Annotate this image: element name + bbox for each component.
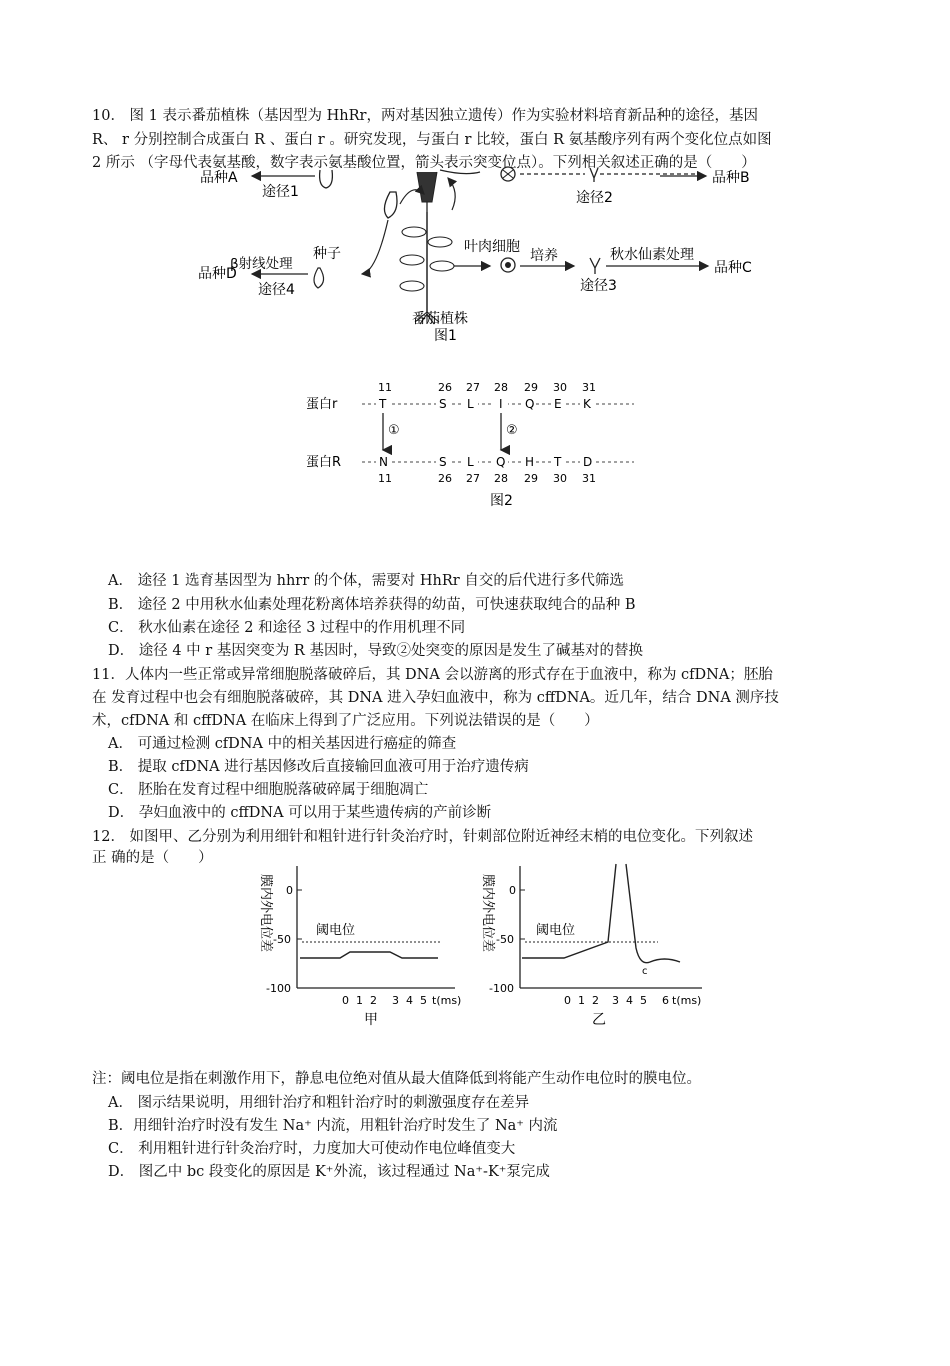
bottom-num: 30 [553, 472, 567, 485]
bottom-num: 27 [466, 472, 480, 485]
ytick: -50 [273, 933, 291, 946]
ylabel-jia: 膜内外电位差 [258, 874, 273, 953]
xtick: 5 [640, 994, 647, 1007]
leaf [428, 237, 452, 247]
ytick: -100 [266, 982, 291, 995]
q11-stem-line-1: 11．人体内一些正常或异常细胞脱落破碎后，其 DNA 会以游离的形式存在于血液中，称为 cfDNA；胚胎 [92, 667, 773, 683]
protein-r-label: 蛋白r [306, 397, 338, 412]
top-num: 29 [524, 381, 538, 394]
figure-1-breeding-pathways [190, 162, 790, 342]
top-position-numbers [378, 381, 596, 394]
R-aa: H [525, 455, 535, 469]
breed-b-label: 品种B [712, 170, 750, 186]
figure-2-caption: 图2 [490, 493, 513, 509]
seed-pod-icon [320, 170, 333, 188]
bud-icon [384, 192, 397, 218]
seedling-icon [590, 258, 600, 274]
q10-option-a: A． 途径 1 选育基因型为 hhrr 的个体，需要对 HhRr 自交的后代进行多代筛选 [108, 573, 624, 589]
r-aa: S [439, 397, 447, 411]
r-aa: L [467, 397, 474, 411]
q12-option-d: D． 图乙中 bc 段变化的原因是 K⁺外流，该过程通过 Na⁺-K⁺泵完成 [108, 1164, 550, 1180]
protein-R-label: 蛋白R [306, 455, 342, 470]
leaf [402, 227, 426, 237]
xtick: 0 [564, 994, 571, 1007]
graph-yi [480, 864, 702, 1028]
seedling-icon-top [590, 168, 598, 182]
q11-option-d: D． 孕妇血液中的 cffDNA 可以用于某些遗传病的产前诊断 [108, 805, 492, 821]
q11-stem-line-2: 在 发育过程中也会有细胞脱落破碎，其 DNA 进入孕妇血液中，称为 cffDNA。近几年，结合 DNA 测序技 [92, 690, 779, 706]
xticks-jia [342, 994, 461, 1007]
xtick: 0 [342, 994, 349, 1007]
bottom-num: 31 [582, 472, 596, 485]
breed-d-label: 品种D [198, 266, 237, 282]
bottom-num: 26 [438, 472, 452, 485]
xtick: 2 [592, 994, 599, 1007]
xtick: 3 [612, 994, 619, 1007]
top-num: 27 [466, 381, 480, 394]
path4-label: 途径4 [258, 282, 295, 298]
xtick: 2 [370, 994, 377, 1007]
beta-label: β射线处理 [230, 256, 293, 272]
R-aa: S [439, 455, 447, 469]
R-aa: Q [496, 455, 506, 469]
R-aa: D [583, 455, 593, 469]
q10-stem-line-2: R、 r 分别控制合成蛋白 R 、蛋白 r 。研究发现，与蛋白 r 比较，蛋白 R 氨基酸序列有两个变化位点如图 [92, 132, 772, 148]
threshold-label-yi: 阈电位 [536, 923, 576, 938]
xunit-jia: t(ms) [432, 994, 462, 1007]
q10-option-c: C． 秋水仙素在途径 2 和途径 3 过程中的作用机理不同 [108, 620, 466, 636]
q12-stem-line-2: 正 确的是（ ） [92, 850, 213, 866]
q12-note: 注：阈电位是指在刺激作用下，静息电位绝对值从最大值降低到将能产生动作电位时的膜电位。 [92, 1071, 701, 1087]
bottom-position-numbers [378, 472, 596, 485]
q11-option-b: B． 提取 cfDNA 进行基因修改后直接输回血液可用于治疗遗传病 [108, 759, 529, 775]
bottom-num: 28 [494, 472, 508, 485]
ylabel-yi: 膜内外电位差 [480, 874, 495, 953]
xunit-yi: t(ms) [672, 994, 702, 1007]
seed-label: 种子 [313, 246, 341, 262]
xtick: 4 [406, 994, 413, 1007]
xtick: 1 [356, 994, 363, 1007]
leaf [400, 255, 424, 265]
top-num: 31 [582, 381, 596, 394]
threshold-label-jia: 阈电位 [316, 923, 356, 938]
bottom-num: 29 [524, 472, 538, 485]
seed-icon [314, 268, 324, 288]
top-num: 30 [553, 381, 567, 394]
potential-curve-jia [300, 952, 438, 958]
top-branch-line [440, 170, 480, 174]
ytick: -100 [489, 982, 514, 995]
leaf [400, 281, 424, 291]
mesophyll-label: 叶肉细胞 [464, 239, 520, 255]
r-aa: I [499, 397, 503, 411]
plant-label: 番茄植株 [412, 311, 468, 327]
q10-option-d: D． 途径 4 中 r 基因突变为 R 基因时，导致②处突变的原因是发生了碱基对的替换 [108, 643, 643, 659]
r-aa: Q [525, 397, 535, 411]
point-c-label: c [642, 966, 648, 977]
top-num: 28 [494, 381, 508, 394]
mark-1: ① [388, 423, 400, 438]
q12-option-a: A． 图示结果说明，用细针治疗和粗针治疗时的刺激强度存在差异 [108, 1095, 530, 1111]
seed-arrow [362, 220, 388, 274]
figure-1-caption: 图1 [434, 328, 457, 342]
potential-curve-yi [522, 864, 680, 963]
q10-option-b: B． 途径 2 中用秋水仙素处理花粉离体培养获得的幼苗，可快速获取纯合的品种 B [108, 597, 636, 613]
ytick: 0 [286, 884, 293, 897]
mark-2: ② [506, 423, 518, 438]
q10-stem-line-1: 10． 图 1 表示番茄植株（基因型为 HhRr，两对基因独立遗传）作为实验材料培育新品种的途径，基因 [92, 108, 758, 124]
q12-stem-line-1: 12． 如图甲、乙分别为利用细针和粗针进行针灸治疗时，针刺部位附近神经末梢的电位变化。下列叙述 [92, 829, 754, 845]
xticks-yi [564, 994, 701, 1007]
caption-yi: 乙 [592, 1012, 606, 1028]
q11-stem-line-3: 术，cfDNA 和 cffDNA 在临床上得到了广泛应用。下列说法错误的是（ ） [92, 713, 599, 729]
top-num: 26 [438, 381, 452, 394]
top-num: 11 [378, 381, 392, 394]
q11-option-c: C． 胚胎在发育过程中细胞脱落破碎属于细胞凋亡 [108, 782, 429, 798]
xtick: 3 [392, 994, 399, 1007]
R-aa: L [467, 455, 474, 469]
graph-jia [258, 866, 461, 1028]
caption-jia: 甲 [364, 1012, 378, 1028]
path2-label: 途径2 [576, 190, 613, 206]
breed-c-label: 品种C [714, 260, 752, 276]
ytick: 0 [509, 884, 516, 897]
q12-option-b: B．用细针治疗时没有发生 Na⁺ 内流，用粗针治疗时发生了 Na⁺ 内流 [108, 1118, 558, 1134]
flower-icon [417, 172, 437, 202]
q11-option-a: A． 可通过检测 cfDNA 中的相关基因进行癌症的筛查 [108, 736, 457, 752]
bottom-num: 11 [378, 472, 392, 485]
xtick: 4 [626, 994, 633, 1007]
colchicine-label: 秋水仙素处理 [610, 247, 694, 263]
xtick: 6 [662, 994, 669, 1007]
figure-potential-graphs [240, 862, 720, 1030]
breed-a-label: 品种A [200, 170, 238, 186]
xtick: 5 [420, 994, 427, 1007]
path1-label: 途径1 [262, 184, 299, 200]
q10-stem-line-3: 2 所示 （字母代表氨基酸，数字表示氨基酸位置，箭头表示突变位点）。下列相关叙述正确的是（ ） [92, 155, 756, 171]
culture-label: 培养 [530, 248, 558, 264]
path3-label: 途径3 [580, 278, 617, 294]
R-aa: T [554, 455, 562, 469]
q12-option-c: C． 利用粗针进行针灸治疗时，力度加大可使动作电位峰值变大 [108, 1141, 516, 1157]
R-aa: N [379, 455, 388, 469]
figure-2-protein-sequence [300, 380, 660, 515]
r-aa: T [379, 397, 387, 411]
leaf [430, 261, 454, 271]
xtick: 1 [578, 994, 585, 1007]
ytick: -50 [496, 933, 514, 946]
r-aa: E [554, 397, 562, 411]
curve-arrow-right [448, 178, 455, 210]
r-aa: K [583, 397, 591, 411]
